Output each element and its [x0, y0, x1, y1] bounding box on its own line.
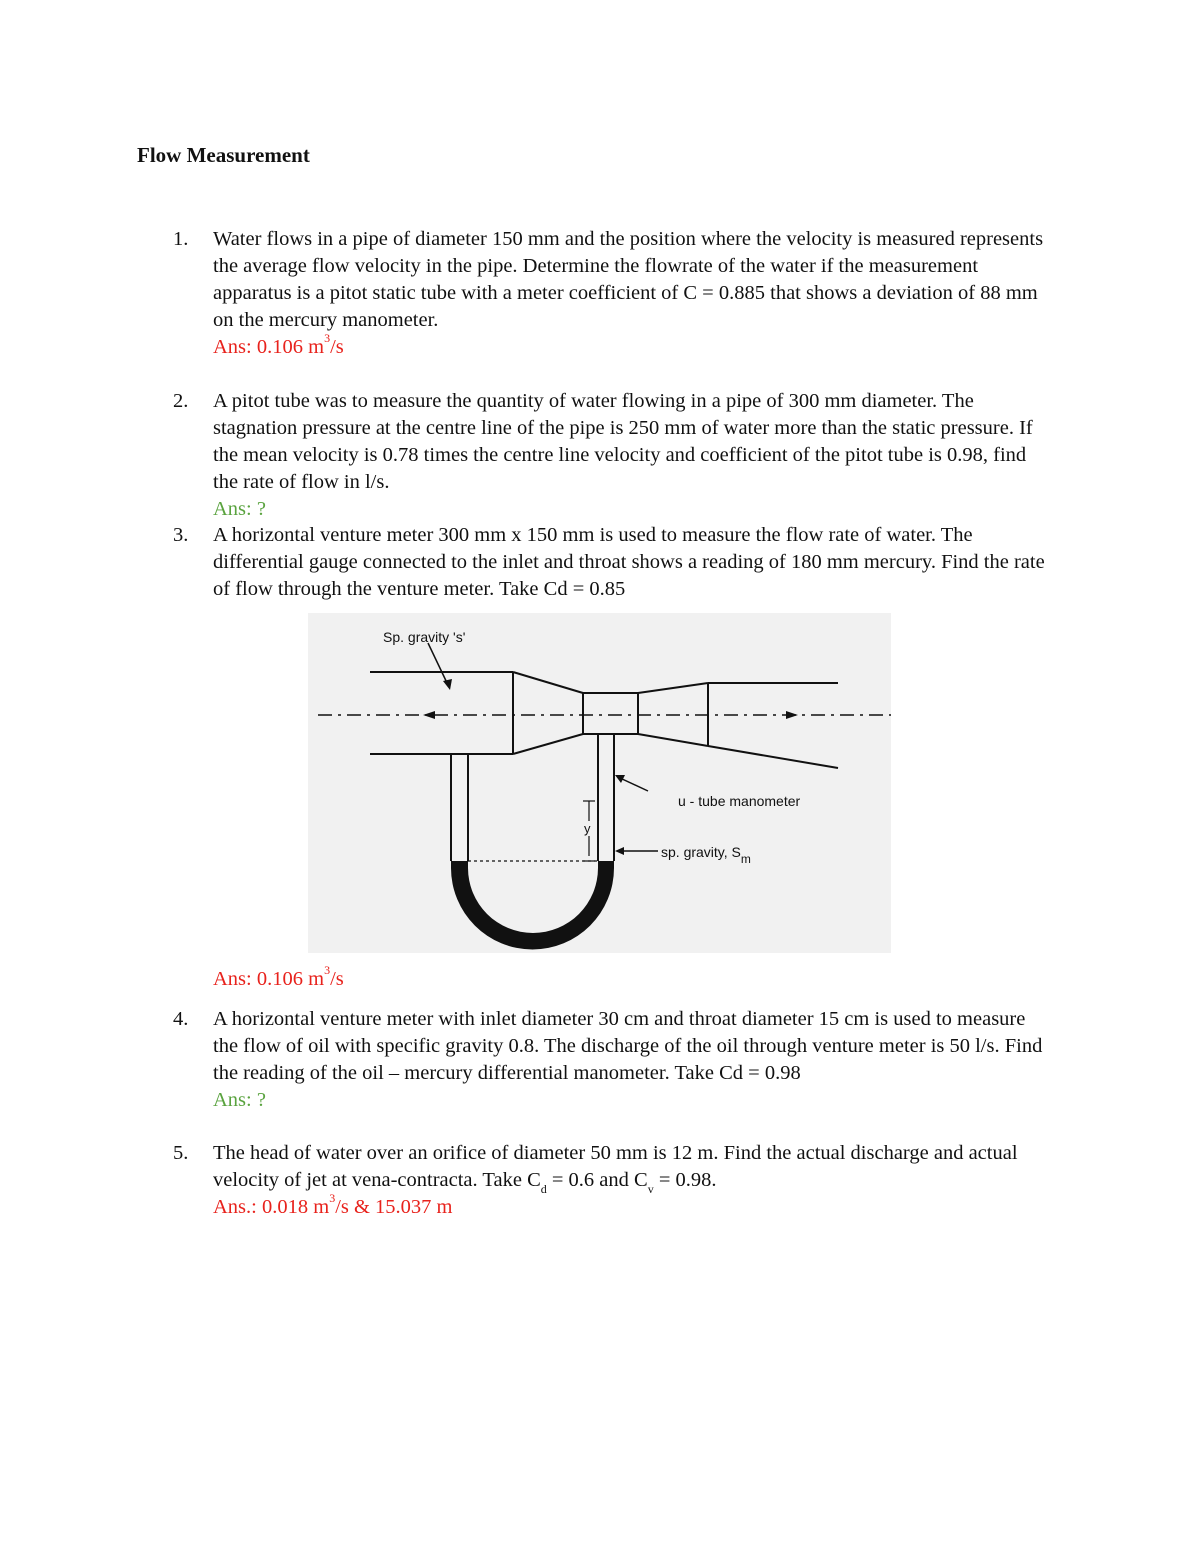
question-number: 5. [173, 1142, 189, 1164]
answer: Ans.: 0.018 $m^3/s$ & 15.037 m [213, 1191, 453, 1218]
label-y: y [584, 821, 591, 836]
question-number: 3. [173, 524, 189, 546]
question-number: 2. [173, 390, 189, 412]
question-5 [173, 1140, 1053, 1221]
answer: Ans: 0.106 $m^3/s$ [213, 331, 344, 358]
question-3 [173, 522, 1053, 603]
question-1 [173, 226, 1053, 361]
question-text: A pitot tube was to measure the quantity of water flowing in a pipe of 300 mm diameter. The stagnation pressure at the centre line of the pipe is 250 mm of water more than the static pressure. If the mean velocity is 0.78 times the centre line velocity and coefficient of the pitot tube is 0.98, find the rate of flow in l/s. [213, 390, 1033, 493]
question-number: 4. [173, 1008, 189, 1030]
label-u-tube-manometer: u - tube manometer [678, 793, 801, 809]
question-2 [173, 388, 1053, 523]
question-text: Water flows in a pipe of diameter 150 mm and the position where the velocity is measured represents the average flow velocity in the pipe. Determine the flowrate of the water if the measurement apparatus is a pitot static tube with a meter coefficient of C = 0.885 that shows a deviation of 88 mm on the mercury manometer. [213, 228, 1044, 331]
venturi-diagram [308, 613, 891, 953]
label-sp-gravity-sm: sp. gravity, $S_m$ [661, 844, 751, 866]
question-number: 1. [173, 228, 189, 250]
answer: Ans: ? [213, 498, 266, 520]
answer: Ans: ? [213, 1089, 266, 1111]
question-text: A horizontal venture meter with inlet diameter 30 cm and throat diameter 15 cm is used to measure the flow of oil with specific gravity 0.8. The discharge of the oil through venture meter is 50 l/s. Find the reading of the oil – mercury differential manometer. Take Cd = 0.98 [213, 1008, 1043, 1084]
page-title: Flow Measurement [137, 143, 310, 167]
question-text: A horizontal venture meter 300 mm x 150 mm is used to measure the flow rate of water. The differential gauge connected to the inlet and throat shows a reading of 180 mm mercury. Find the rate of flow through the venture meter. Take Cd = 0.85 [213, 524, 1045, 600]
venturi-meter-figure [308, 613, 891, 953]
label-specific-gravity: Sp. gravity 's' [383, 629, 466, 645]
question-text: The head of water over an orifice of diameter 50 mm is 12 m. Find the actual discharge and actual velocity of jet at vena-contracta. Take $C_d = 0.6$ and $C_v = 0.98$. [213, 1142, 1018, 1197]
question-3-answer: Ans: 0.106 $m^3/s$ [213, 963, 344, 990]
question-4 [173, 1006, 1053, 1114]
